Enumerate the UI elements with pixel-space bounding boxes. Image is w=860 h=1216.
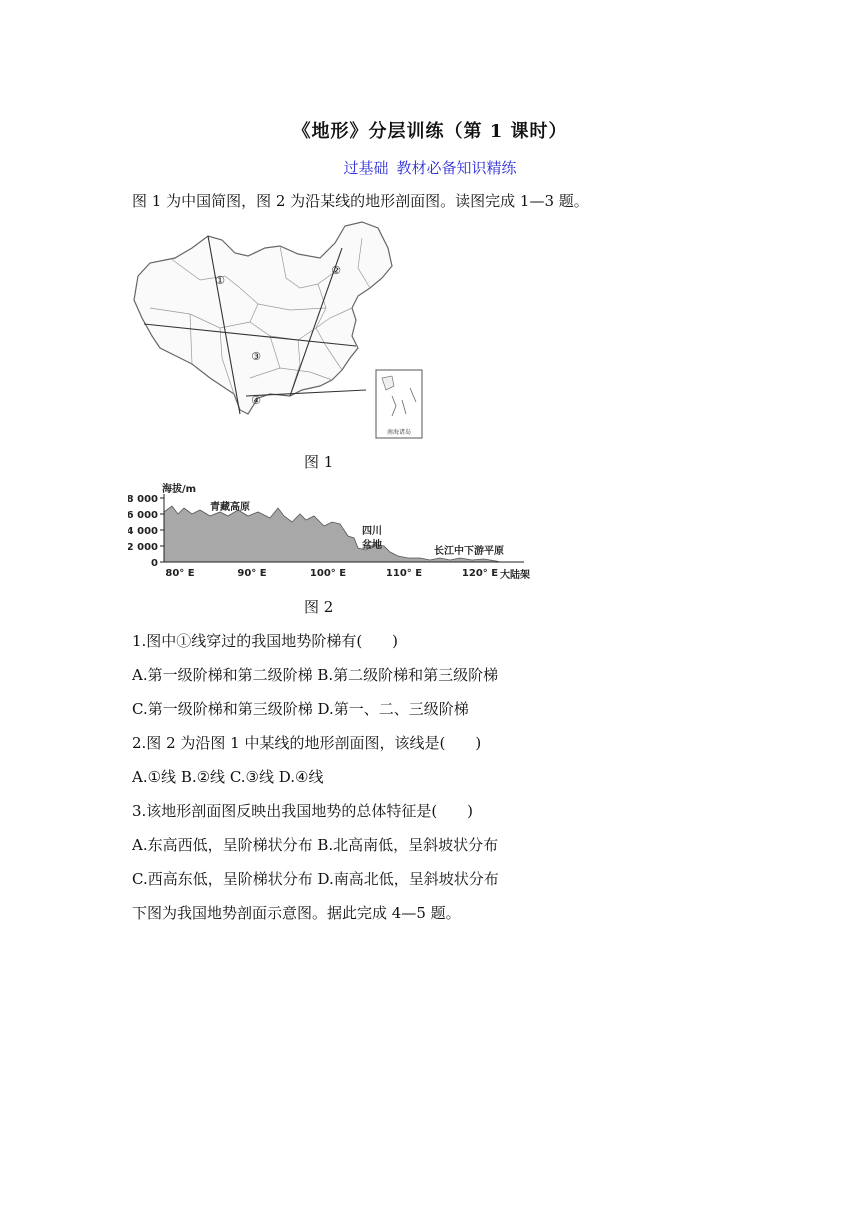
region-yangtze-plain: 长江中下游平原 — [434, 546, 504, 557]
region-continental-shelf: 大陆架 — [500, 570, 530, 581]
ytick-6000: 6 000 — [128, 510, 158, 521]
xtick-80e: 80° E — [165, 568, 195, 579]
subtitle-part-2: 教材必备知识精练 — [396, 159, 517, 177]
intro-text: 图 1 为中国简图，图 2 为沿某线的地形剖面图。读图完成 1—3 题。 — [132, 192, 589, 210]
figure-1-caption: 图 1 — [304, 453, 334, 471]
question-1-options-row-1: A.第一级阶梯和第二级阶梯 B.第二级阶梯和第三级阶梯 — [132, 666, 499, 684]
region-basin: 盆地 — [362, 540, 382, 551]
line-label-2: ② — [331, 264, 341, 277]
ytick-4000: 4 000 — [128, 526, 158, 537]
question-3-options-row-1: A.东高西低，呈阶梯状分布 B.北高南低，呈斜坡状分布 — [132, 836, 499, 854]
question-3-options-row-2: C.西高东低，呈阶梯状分布 D.南高北低，呈斜坡状分布 — [132, 870, 499, 888]
xtick-120e: 120° E — [461, 568, 499, 579]
section-subtitle — [0, 157, 860, 178]
xtick-110e: 110° E — [385, 568, 423, 579]
question-3-stem: 3.该地形剖面图反映出我国地势的总体特征是( ) — [132, 802, 474, 820]
xtick-100e: 100° E — [309, 568, 347, 579]
page-title: 《地形》分层训练（第 1 课时） — [292, 121, 568, 142]
question-2-options-row-1: A.①线 B.②线 C.③线 D.④线 — [132, 768, 324, 786]
ytick-8000: 8 000 — [128, 494, 158, 505]
question-1-stem: 1.图中①线穿过的我国地势阶梯有( ) — [132, 632, 399, 650]
figure-1-china-map — [130, 218, 430, 442]
region-qingzang-plateau: 青藏高原 — [210, 502, 250, 513]
profile-ylabel: 海拔/m — [162, 484, 197, 495]
ytick-0: 0 — [151, 558, 158, 569]
region-sichuan: 四川 — [362, 526, 382, 537]
question-2-stem: 2.图 2 为沿图 1 中某线的地形剖面图，该线是( ) — [132, 734, 482, 752]
figure-2-terrain-profile — [128, 482, 540, 584]
line-label-3: ③ — [251, 350, 261, 363]
line-label-1: ① — [215, 274, 225, 287]
question-1-options-row-2: C.第一级阶梯和第三级阶梯 D.第一、二、三级阶梯 — [132, 700, 469, 718]
line-label-4: ④ — [251, 394, 261, 407]
figure-2-caption: 图 2 — [304, 598, 334, 616]
next-intro-text: 下图为我国地势剖面示意图。据此完成 4—5 题。 — [132, 904, 461, 922]
inset-label: 南海诸岛 — [386, 429, 412, 436]
subtitle-part-1: 过基础 — [343, 159, 389, 177]
xtick-90e: 90° E — [237, 568, 267, 579]
ytick-2000: 2 000 — [128, 542, 158, 553]
